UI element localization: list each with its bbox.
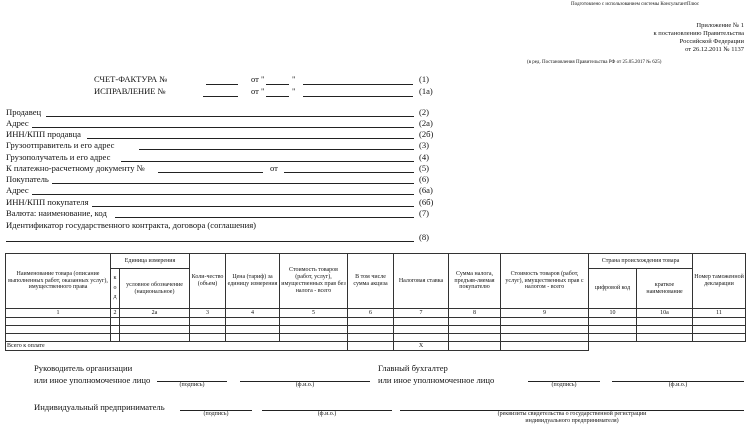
buyer-label: Покупатель [6,174,49,184]
total-label: Всего к оплате [6,342,348,351]
accountant-fio-caption: (ф.и.о.) [668,382,688,388]
payment-doc-label: К платежно-расчетному документу № [6,163,145,173]
head-signature-label: Руководитель организации или иное уполномоченное лицо [34,363,151,385]
col-tax-amount: Сумма налога, предъяв-ляемая покупателю [449,254,501,309]
accountant-sign-caption: (подпись) [551,382,577,388]
col-country-code: цифровой код [589,269,637,309]
contract-id-label: Идентификатор государственного контракта, договора (соглашения) [6,220,257,230]
col-country: Страна происхождения товара [589,254,693,269]
goods-table [5,253,746,351]
seller-inn-label: ИНН/КПП продавца [6,129,81,139]
col-unit: Единица измерения [111,254,190,269]
col-qty: Коли-чество (объем) [190,254,226,309]
buyer-address-label: Адрес [6,185,29,195]
seller-address-label: Адрес [6,118,29,128]
correction-code: (1а) [419,86,433,96]
accountant-signature-label: Главный бухгалтер или иное уполномоченное лицо [378,363,495,385]
consignee-label: Грузополучатель и его адрес [6,152,111,162]
entrepreneur-sign-caption: (подпись) [203,411,229,417]
seller-label: Продавец [6,107,42,117]
entrepreneur-requisites-caption: (реквизиты свидетельства о государственной регистрации индивидуального предпринимателя) [497,411,647,424]
entrepreneur-label: Индивидуальный предприниматель [34,402,165,412]
col-unit-code: к о д [111,269,120,309]
currency-label: Валюта: наименование, код [6,208,107,218]
col-unit-name: условное обозначение (национальное) [120,269,190,309]
col-cost-without-tax: Стоимость товаров (работ, услуг), имущественных прав без налога - всего [280,254,348,309]
col-name: Наименование товара (описание выполненных работ, оказанных услуг), имущественного права [6,254,111,309]
col-tax-rate: Налоговая ставка [394,254,449,309]
source-note: Подготовлено с использованием системы КонсультантПлюс [571,2,700,7]
col-excise: В том числе сумма акциза [348,254,394,309]
invoice-from: от " [251,74,265,84]
total-row [6,342,746,351]
col-country-name: краткое наименование [637,269,693,309]
table-row [6,334,746,342]
correction-from: от " [251,86,265,96]
edition-note: (в ред. Постановления Правительства РФ от 25.05.2017 № 625) [527,60,662,65]
correction-title: ИСПРАВЛЕНИЕ № [94,86,166,96]
head-sign-caption: (подпись) [179,382,205,388]
col-customs: Номер таможенной декларации [693,254,746,309]
col-cost-with-tax: Стоимость товаров (работ, услуг), имущественных прав с налогом - всего [501,254,589,309]
total-x: X [394,342,449,351]
entrepreneur-fio-caption: (ф.и.о.) [317,411,337,417]
shipper-label: Грузоотправитель и его адрес [6,140,115,150]
table-row [6,318,746,326]
head-fio-caption: (ф.и.о.) [295,382,315,388]
invoice-code: (1) [419,74,429,84]
table-header-row [6,254,746,269]
invoice-title: СЧЕТ-ФАКТУРА № [94,74,168,84]
column-numbers-row: 1 2 2а 3 4 5 6 7 8 9 10 10а 11 [6,309,746,318]
appendix-block: Приложение № 1 к постановлению Правительства Российской Федерации от 26.12.2011 № 1137 [653,22,744,53]
buyer-inn-label: ИНН/КПП покупателя [6,197,89,207]
col-price: Цена (тариф) за единицу измерения [226,254,280,309]
table-row [6,326,746,334]
